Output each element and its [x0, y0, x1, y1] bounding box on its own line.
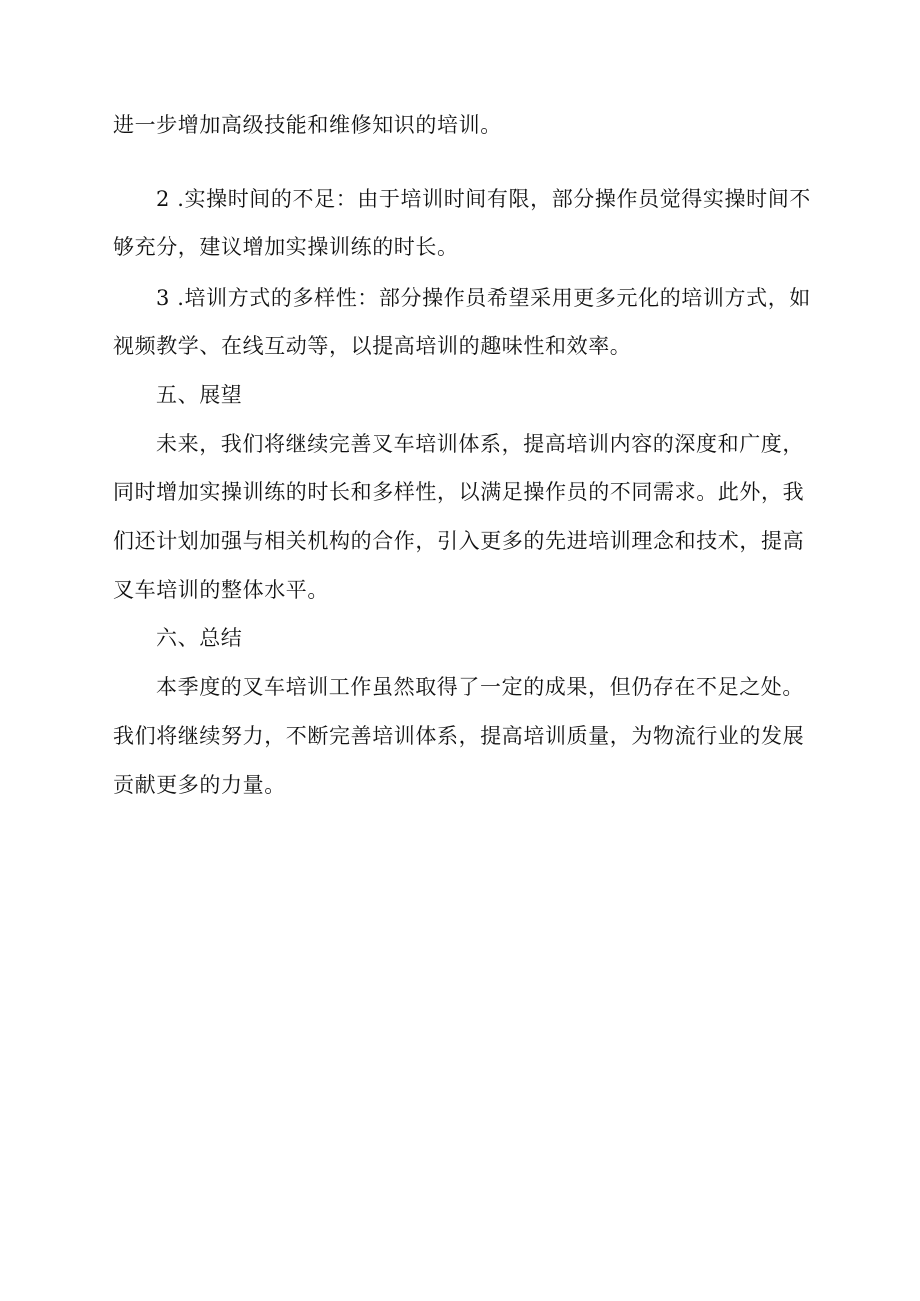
summary-paragraph-line-1: 本季度的叉车培训工作虽然取得了一定的成果，但仍存在不足之处。	[156, 675, 804, 699]
summary-paragraph-line-2: 我们将继续努力，不断完善培训体系，提高培训质量，为物流行业的发展	[113, 724, 805, 748]
section-heading-outlook: 五、展望	[156, 383, 243, 407]
list-item-3-line-1: 3 .培训方式的多样性：部分操作员希望采用更多元化的培训方式，如	[156, 286, 811, 310]
summary-paragraph-line-3: 贡献更多的力量。	[113, 773, 286, 797]
outlook-paragraph-line-4: 叉车培训的整体水平。	[113, 578, 329, 602]
outlook-paragraph-line-3: 们还计划加强与相关机构的合作，引入更多的先进培训理念和技术，提高	[113, 529, 805, 553]
paragraph-line: 进一步增加高级技能和维修知识的培训。	[113, 113, 502, 137]
outlook-paragraph-line-2: 同时增加实操训练的时长和多样性，以满足操作员的不同需求。此外，我	[113, 480, 805, 504]
list-item-3-line-2: 视频教学、在线互动等，以提高培训的趣味性和效率。	[113, 334, 632, 358]
list-item-2-line-2: 够充分，建议增加实操训练的时长。	[113, 235, 459, 259]
list-item-2-line-1: 2 .实操时间的不足：由于培训时间有限，部分操作员觉得实操时间不	[156, 187, 811, 211]
section-heading-summary: 六、总结	[156, 626, 243, 650]
outlook-paragraph-line-1: 未来，我们将继续完善叉车培训体系，提高培训内容的深度和广度，	[156, 432, 804, 456]
